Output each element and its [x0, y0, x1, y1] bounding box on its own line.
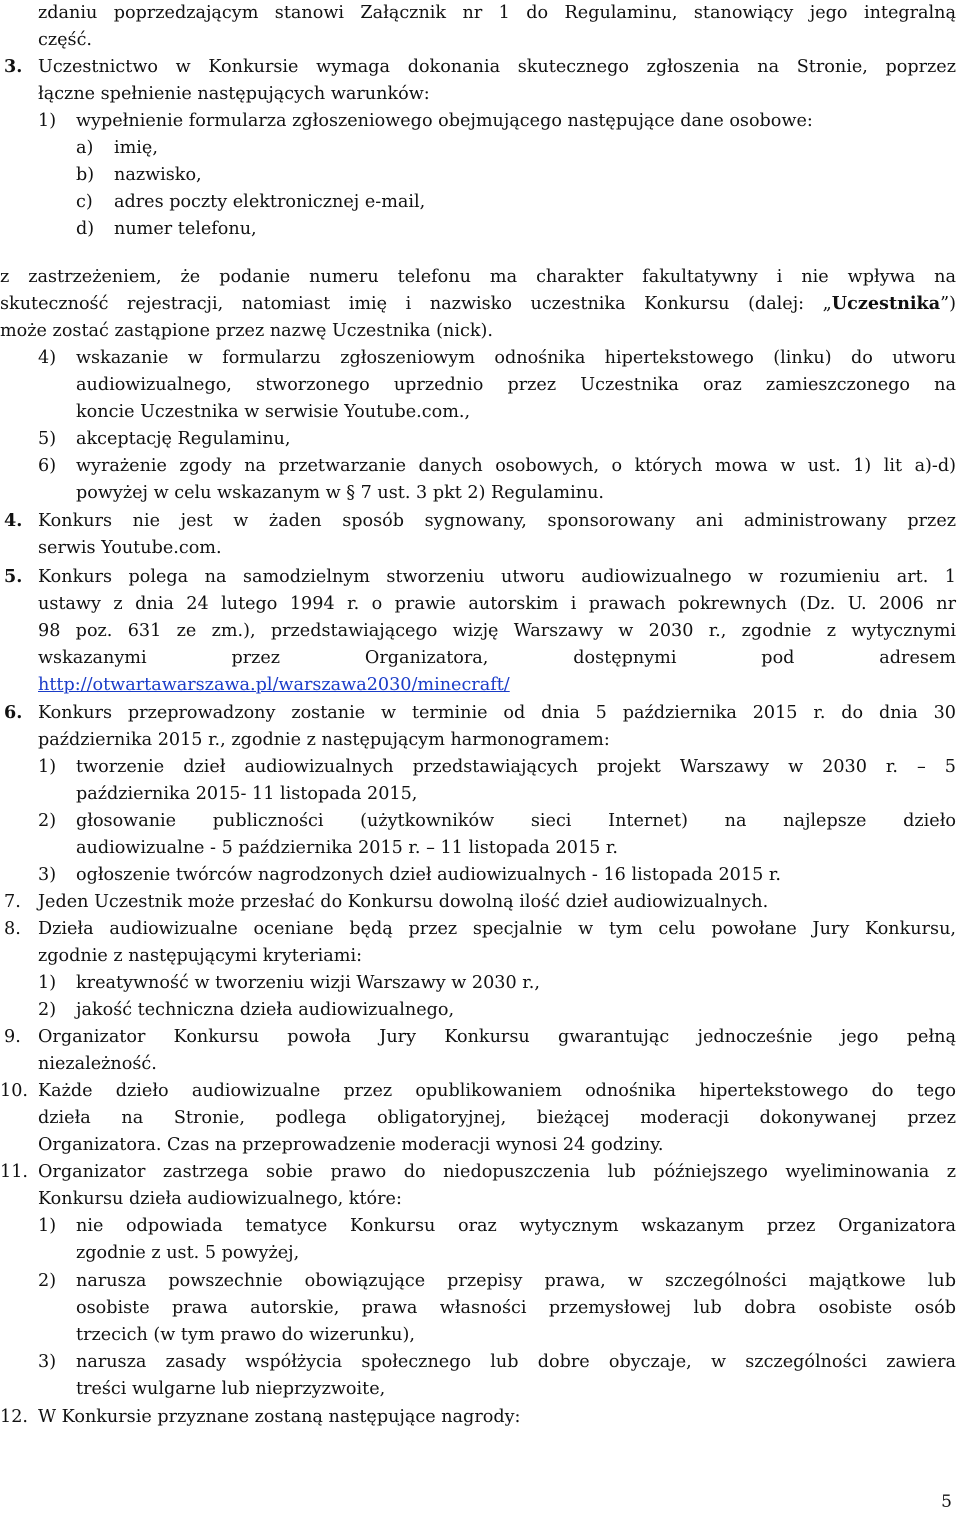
section-number: 9. [4, 1027, 21, 1047]
text-line: dzieła na Stronie, podlega obligatoryjnej, bieżącej moderacji dokonywanej przez [38, 1108, 956, 1128]
text-line: 98 poz. 631 ze zm.), przedstawiającego wizję Warszawy w 2030 r., zgodnie z wytycznymi [38, 621, 956, 641]
text-line: treści wulgarne lub nieprzyzwoite, [76, 1379, 386, 1399]
text-line: wskazanymi przez Organizatora, dostępnymi pod adresem [38, 648, 956, 668]
text-line: wypełnienie formularza zgłoszeniowego obejmującego następujące dane osobowe: [76, 111, 813, 131]
item-number: 2) [38, 811, 57, 831]
text-line: zgodnie z ust. 5 powyżej, [76, 1243, 300, 1263]
text-line: Organizator zastrzega sobie prawo do niedopuszczenia lub późniejszego wyeliminowania z [38, 1162, 956, 1182]
defined-term: Uczestnika [831, 293, 941, 314]
text-line: wskazanie w formularzu zgłoszeniowym odnośnika hipertekstowego (linku) do utworu [76, 348, 956, 368]
subitem-letter: c) [76, 192, 93, 212]
text-line: października 2015 r., zgodnie z następującym harmonogramem: [38, 730, 610, 750]
section-number: 7. [4, 892, 21, 912]
text-line: audiowizualne - 5 października 2015 r. – 11 listopada 2015 r. [76, 838, 618, 858]
item-number: 3) [38, 865, 57, 885]
minecraft-page-link[interactable]: http://otwartawarszawa.pl/warszawa2030/minecraft/ [38, 675, 510, 695]
text-line: W Konkursie przyznane zostaną następujące nagrody: [38, 1407, 521, 1427]
text-line: ustawy z dnia 24 lutego 1994 r. o prawie autorskim i prawach pokrewnych (Dz. U. 2006 nr [38, 594, 956, 614]
text-line: zgodnie z następującymi kryteriami: [38, 946, 363, 966]
text-line: wyrażenie zgody na przetwarzanie danych osobowych, o których mowa w ust. 1) lit a)-d) [76, 456, 956, 476]
text-line: Konkurs polega na samodzielnym stworzeniu utworu audiowizualnego w rozumieniu art. 1 [38, 567, 956, 587]
item-number: 2) [38, 1000, 57, 1020]
text-line: Konkurs nie jest w żaden sposób sygnowany, sponsorowany ani administrowany przez [38, 511, 956, 531]
text-line: narusza zasady współżycia społecznego lub dobre obyczaje, w szczególności zawiera [76, 1352, 956, 1372]
subitem-letter: a) [76, 138, 94, 158]
text-line: Organizator Konkursu powoła Jury Konkursu gwarantując jednocześnie jego pełną [38, 1027, 956, 1047]
item-number: 1) [38, 1216, 57, 1236]
text-line: Konkurs przeprowadzony zostanie w terminie od dnia 5 października 2015 r. do dnia 30 [38, 703, 956, 723]
text-line: może zostać zastąpione przez nazwę Uczestnika (nick). [0, 321, 493, 341]
text-line: serwis Youtube.com. [38, 538, 222, 558]
text-line: Każde dzieło audiowizualne przez opublikowaniem odnośnika hipertekstowego do tego [38, 1081, 956, 1101]
text-line: trzecich (w tym prawo do wizerunku), [76, 1325, 415, 1345]
text-line: łączne spełnienie następujących warunków: [38, 84, 430, 104]
text-span: skuteczność rejestracji, natomiast imię i nazwisko uczestnika Konkursu (dalej: „ [0, 294, 832, 314]
text-line: tworzenie dzieł audiowizualnych przedstawiających projekt Warszawy w 2030 r. – 5 [76, 757, 956, 777]
item-number: 1) [38, 757, 57, 777]
section-number: 8. [4, 919, 21, 939]
text-span: ”) [940, 294, 956, 314]
item-number: 2) [38, 1271, 57, 1291]
text-line: nie odpowiada tematyce Konkursu oraz wytycznym wskazanym przez Organizatora [76, 1216, 956, 1236]
text-line: osobiste prawa autorskie, prawa własności przemysłowej lub dobra osobiste osób [76, 1298, 956, 1318]
text-line: ogłoszenie twórców nagrodzonych dzieł audiowizualnych - 16 listopada 2015 r. [76, 865, 781, 885]
text-line: koncie Uczestnika w serwisie Youtube.com., [76, 402, 471, 422]
text-line: jakość techniczna dzieła audiowizualnego, [76, 1000, 455, 1020]
text-line: nazwisko, [114, 165, 202, 185]
text-line: imię, [114, 138, 158, 158]
text-line: część. [38, 30, 93, 50]
section-number: 10. [0, 1081, 28, 1101]
section-number: 5. [4, 566, 23, 587]
text-line: niezależność. [38, 1054, 157, 1074]
text-line: powyżej w celu wskazanym w § 7 ust. 3 pkt 2) Regulaminu. [76, 483, 604, 503]
text-line: Jeden Uczestnik może przesłać do Konkursu dowolną ilość dzieł audiowizualnych. [38, 892, 769, 912]
text-line: Organizatora. Czas na przeprowadzenie moderacji wynosi 24 godziny. [38, 1135, 664, 1155]
subitem-letter: d) [76, 219, 95, 239]
item-number: 1) [38, 111, 57, 131]
text-line [0, 293, 956, 315]
page-number: 5 [941, 1492, 952, 1512]
text-line: października 2015- 11 listopada 2015, [76, 784, 418, 804]
text-line: Uczestnictwo w Konkursie wymaga dokonania skutecznego zgłoszenia na Stronie, poprzez [38, 57, 956, 77]
item-number: 6) [38, 456, 57, 476]
section-number: 11. [0, 1162, 28, 1182]
text-line: z zastrzeżeniem, że podanie numeru telefonu ma charakter fakultatywny i nie wpływa na [0, 267, 956, 287]
item-number: 3) [38, 1352, 57, 1372]
text-line: głosowanie publiczności (użytkowników sieci Internet) na najlepsze dzieło [76, 811, 956, 831]
text-line: numer telefonu, [114, 219, 257, 239]
section-number: 3. [4, 56, 23, 77]
section-number: 6. [4, 702, 23, 723]
text-line: Dzieła audiowizualne oceniane będą przez specjalnie w tym celu powołane Jury Konkursu, [38, 919, 956, 939]
item-number: 4) [38, 348, 57, 368]
item-number: 1) [38, 973, 57, 993]
text-line: zdaniu poprzedzającym stanowi Załącznik nr 1 do Regulaminu, stanowiący jego integralną [38, 3, 956, 23]
subitem-letter: b) [76, 165, 95, 185]
section-number: 12. [0, 1407, 28, 1427]
text-line: kreatywność w tworzeniu wizji Warszawy w 2030 r., [76, 973, 540, 993]
text-line: adres poczty elektronicznej e-mail, [114, 192, 426, 212]
text-line: Konkursu dzieła audiowizualnego, które: [38, 1189, 402, 1209]
text-line: narusza powszechnie obowiązujące przepisy prawa, w szczególności majątkowe lub [76, 1271, 956, 1291]
text-line: akceptację Regulaminu, [76, 429, 291, 449]
text-line: audiowizualnego, stworzonego uprzednio przez Uczestnika oraz zamieszczonego na [76, 375, 956, 395]
item-number: 5) [38, 429, 57, 449]
section-number: 4. [4, 510, 23, 531]
